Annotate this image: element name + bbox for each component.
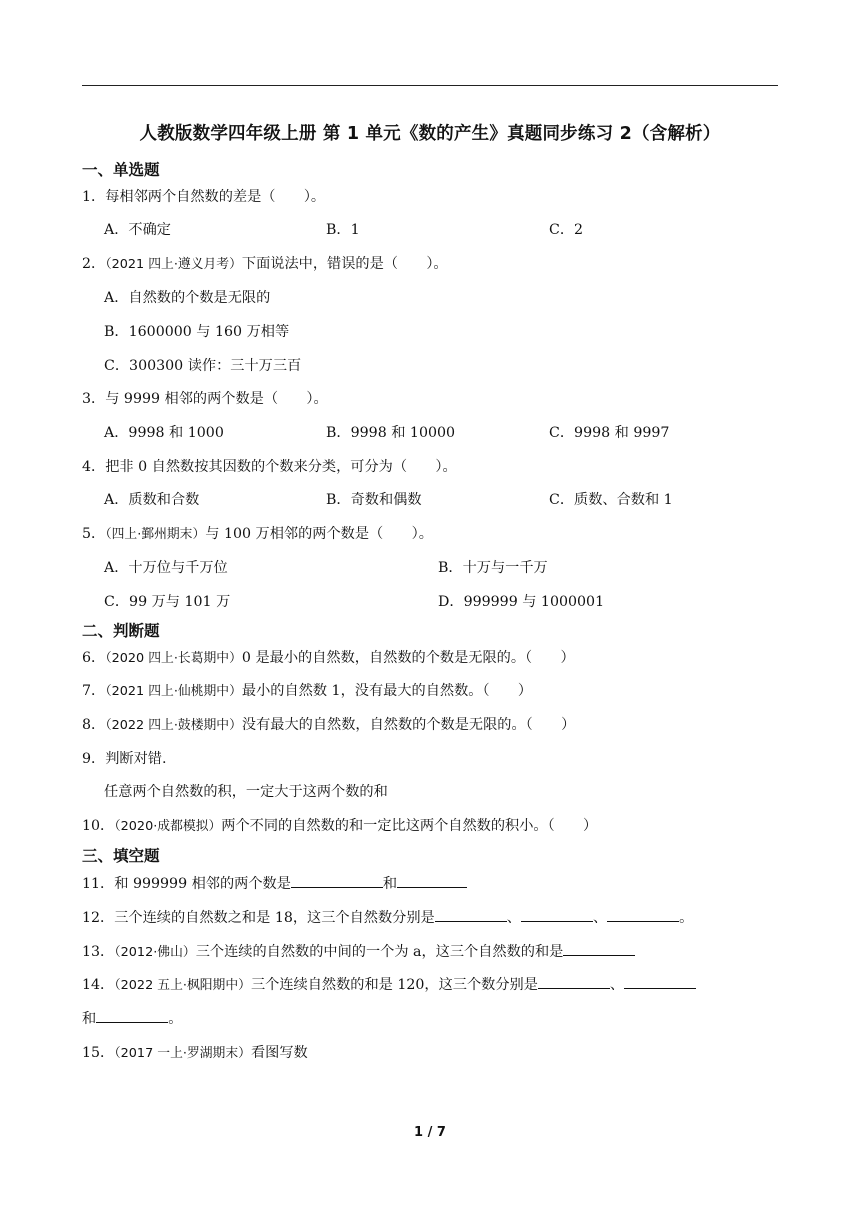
answer-blank[interactable]: [397, 873, 467, 888]
q5-option-a: A．十万位与千万位: [104, 560, 228, 576]
question-9: 9．判断对错.: [82, 751, 167, 767]
q14-end: 。: [168, 1011, 183, 1027]
section-heading-single-choice: 一、单选题: [82, 161, 160, 179]
question-5: [82, 523, 433, 543]
question-11: [82, 873, 467, 893]
q1-option-b: B．1: [326, 222, 360, 238]
q10-source: （2020·成都模拟）: [114, 819, 222, 834]
question-4: 4．把非 0 自然数按其因数的个数来分类，可分为（ ）。: [82, 459, 457, 475]
question-8: [82, 714, 575, 734]
q3-option-a: A．9998 和 1000: [104, 425, 224, 441]
q10-number: 10．: [82, 818, 115, 834]
answer-blank[interactable]: [624, 974, 696, 989]
q14-number: 14．: [82, 977, 115, 993]
q5-source: （四上·鄞州期末）: [105, 527, 206, 542]
q3-option-c: C．9998 和 9997: [549, 425, 670, 441]
q2-option-b: B．1600000 与 160 万相等: [104, 324, 290, 340]
page-title: 人教版数学四年级上册 第 1 单元《数的产生》真题同步练习 2（含解析）: [139, 124, 721, 144]
q14-source: （2022 五上·枫阳期中）: [114, 978, 251, 993]
q1-option-a: A．不确定: [104, 222, 171, 238]
q12-separator: 、: [506, 910, 521, 926]
q5-option-c: C．99 万与 101 万: [104, 594, 231, 610]
question-7: [82, 680, 532, 700]
header-rule: [82, 85, 778, 86]
q6-source: （2020 四上·长葛期中）: [105, 651, 242, 666]
q2-source: （2021 四上·遵义月考）: [105, 257, 242, 272]
q15-stem: 看图写数: [250, 1045, 308, 1061]
section-heading-true-false: 二、判断题: [82, 622, 160, 640]
question-14: [82, 974, 696, 994]
answer-blank[interactable]: [563, 941, 635, 956]
answer-blank[interactable]: [538, 974, 610, 989]
q7-number: 7．: [82, 683, 106, 699]
q5-option-b: B．十万与一千万: [438, 560, 548, 576]
q12-separator: 、: [592, 910, 608, 926]
q2-number: 2．: [82, 256, 106, 272]
q8-source: （2022 四上·鼓楼期中）: [105, 718, 242, 733]
page-number: 1 / 7: [414, 1125, 446, 1140]
question-12: [82, 907, 693, 927]
q15-number: 15．: [82, 1045, 115, 1061]
q11-stem: 11．和 999999 相邻的两个数是: [82, 876, 291, 892]
answer-blank[interactable]: [291, 873, 383, 888]
answer-blank[interactable]: [521, 907, 593, 922]
q6-stem: 0 是最小的自然数，自然数的个数是无限的。（ ）: [241, 650, 575, 666]
q7-stem: 最小的自然数 1，没有最大的自然数。（ ）: [241, 683, 533, 699]
q5-option-d: D．999999 与 1000001: [438, 594, 605, 610]
q13-number: 13．: [82, 944, 115, 960]
question-14-continued: [82, 1008, 182, 1028]
question-15: [82, 1042, 308, 1062]
q6-number: 6．: [82, 650, 106, 666]
question-13: [82, 941, 635, 961]
q5-number: 5．: [82, 526, 106, 542]
q9-statement: 任意两个自然数的积，一定大于这两个数的和: [104, 784, 388, 800]
q12-stem: 12．三个连续的自然数之和是 18，这三个自然数分别是: [82, 910, 435, 926]
q13-stem: 三个连续的自然数的中间的一个为 a，这三个自然数的和是: [195, 944, 564, 960]
q12-end: 。: [679, 910, 694, 926]
section-heading-fill-in: 三、填空题: [82, 847, 160, 865]
q15-source: （2017 一上·罗湖期末）: [114, 1046, 251, 1061]
question-6: [82, 647, 575, 667]
question-1: 1．每相邻两个自然数的差是（ ）。: [82, 189, 326, 205]
question-2: [82, 253, 448, 273]
q4-option-a: A．质数和合数: [104, 492, 200, 508]
q14-and: 和: [82, 1011, 97, 1027]
q2-option-c: C．300300 读作：三十万三百: [104, 358, 302, 374]
q14-stem: 三个连续自然数的和是 120，这三个数分别是: [250, 977, 538, 993]
answer-blank[interactable]: [435, 907, 507, 922]
q2-option-a: A．自然数的个数是无限的: [104, 290, 271, 306]
q1-option-c: C．2: [549, 222, 584, 238]
q13-source: （2012·佛山）: [114, 945, 196, 960]
q8-stem: 没有最大的自然数，自然数的个数是无限的。（ ）: [241, 717, 576, 733]
q4-option-c: C．质数、合数和 1: [549, 492, 673, 508]
question-3: 3．与 9999 相邻的两个数是（ ）。: [82, 391, 328, 407]
q3-option-b: B．9998 和 10000: [326, 425, 456, 441]
q8-number: 8．: [82, 717, 106, 733]
q10-stem: 两个不同的自然数的和一定比这两个自然数的积小。（ ）: [221, 818, 598, 834]
answer-blank[interactable]: [96, 1008, 168, 1023]
q14-separator: 、: [609, 977, 625, 993]
q7-source: （2021 四上·仙桃期中）: [105, 684, 242, 699]
q4-option-b: B．奇数和偶数: [326, 492, 422, 508]
q2-stem: 下面说法中，错误的是（ ）。: [241, 256, 448, 272]
answer-blank[interactable]: [607, 907, 679, 922]
question-10: [82, 815, 597, 835]
q11-and: 和: [382, 876, 398, 892]
q5-stem: 与 100 万相邻的两个数是（ ）。: [205, 526, 433, 542]
